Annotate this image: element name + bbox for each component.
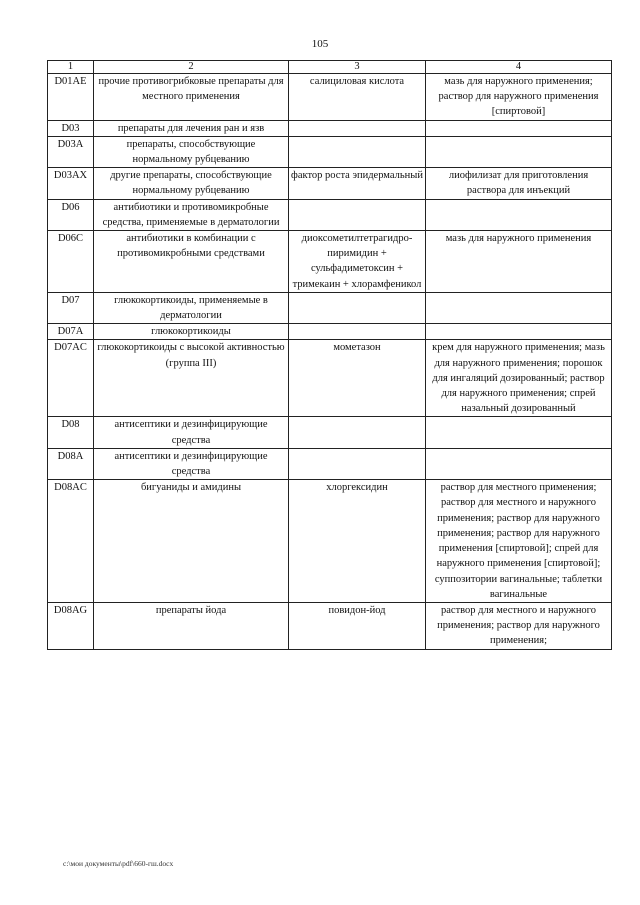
dosage-form-cell: раствор для местного и наружного применения; раствор для наружного применения;	[426, 602, 612, 649]
group-name-cell: препараты для лечения ран и язв	[94, 120, 289, 136]
atc-code-cell: D03A	[48, 136, 94, 167]
table-row	[48, 602, 612, 649]
table-row	[48, 340, 612, 417]
dosage-form-cell	[426, 448, 612, 479]
table-row	[48, 480, 612, 603]
column-header: 1	[48, 61, 94, 74]
table-row	[48, 199, 612, 230]
table-row	[48, 292, 612, 323]
atc-code-cell: D03AX	[48, 168, 94, 199]
atc-code-cell: D07AC	[48, 340, 94, 417]
group-name-cell: препараты, способствующие нормальному рубцеванию	[94, 136, 289, 167]
drug-name-cell	[289, 120, 426, 136]
group-name-cell: антибиотики и противомикробные средства, применяемые в дерматологии	[94, 199, 289, 230]
dosage-form-cell: крем для наружного применения; мазь для наружного применения; порошок для ингаляций дозированный; раствор для наружного применения; спрей назальный дозированный	[426, 340, 612, 417]
file-path-footer: c:\мои документы\pdf\660-гш.docx	[63, 859, 174, 868]
group-name-cell: прочие противогрибковые препараты для местного применения	[94, 74, 289, 121]
table-row	[48, 168, 612, 199]
group-name-cell: антисептики и дезинфицирующие средства	[94, 417, 289, 448]
drug-name-cell: фактор роста эпидермальный	[289, 168, 426, 199]
atc-code-cell: D01AE	[48, 74, 94, 121]
dosage-form-cell	[426, 136, 612, 167]
column-header: 2	[94, 61, 289, 74]
dosage-form-cell: мазь для наружного применения	[426, 231, 612, 293]
table-row	[48, 120, 612, 136]
atc-code-cell: D08AC	[48, 480, 94, 603]
group-name-cell: глюкокортикоиды с высокой активностью (группа III)	[94, 340, 289, 417]
page-number: 105	[311, 38, 329, 50]
table-body	[48, 74, 612, 650]
atc-code-cell: D06	[48, 199, 94, 230]
drug-name-cell: повидон-йод	[289, 602, 426, 649]
table-row	[48, 136, 612, 167]
atc-code-cell: D06C	[48, 231, 94, 293]
drug-name-cell	[289, 199, 426, 230]
group-name-cell: глюкокортикоиды, применяемые в дерматологии	[94, 292, 289, 323]
drug-name-cell	[289, 324, 426, 340]
table-row	[48, 417, 612, 448]
drug-name-cell: диоксометилтетрагидро- пиримидин + сульфадиметоксин + тримекаин + хлорамфеникол	[289, 231, 426, 293]
group-name-cell: антисептики и дезинфицирующие средства	[94, 448, 289, 479]
table-row	[48, 448, 612, 479]
drug-name-cell	[289, 136, 426, 167]
group-name-cell: антибиотики в комбинации с противомикробными средствами	[94, 231, 289, 293]
dosage-form-cell: лиофилизат для приготовления раствора для инъекций	[426, 168, 612, 199]
drug-name-cell: салициловая кислота	[289, 74, 426, 121]
column-header: 4	[426, 61, 612, 74]
dosage-form-cell	[426, 120, 612, 136]
dosage-form-cell	[426, 199, 612, 230]
group-name-cell: бигуаниды и амидины	[94, 480, 289, 603]
drug-name-cell: хлоргексидин	[289, 480, 426, 603]
atc-code-cell: D03	[48, 120, 94, 136]
drug-name-cell	[289, 417, 426, 448]
drug-table	[47, 60, 612, 650]
atc-code-cell: D08AG	[48, 602, 94, 649]
dosage-form-cell: мазь для наружного применения; раствор для наружного применения [спиртовой]	[426, 74, 612, 121]
drug-name-cell: мометазон	[289, 340, 426, 417]
table-row	[48, 231, 612, 293]
atc-code-cell: D07A	[48, 324, 94, 340]
drug-name-cell	[289, 448, 426, 479]
column-header: 3	[289, 61, 426, 74]
dosage-form-cell	[426, 324, 612, 340]
drug-name-cell	[289, 292, 426, 323]
dosage-form-cell	[426, 417, 612, 448]
table-row	[48, 74, 612, 121]
dosage-form-cell: раствор для местного применения; раствор для местного и наружного применения; раствор для наружного применения; раствор для наружного применения [спиртовой]; спрей для наружного применения [спиртовой]; суппозитории вагинальные; таблетки вагинальные	[426, 480, 612, 603]
group-name-cell: глюкокортикоиды	[94, 324, 289, 340]
atc-code-cell: D08A	[48, 448, 94, 479]
group-name-cell: препараты йода	[94, 602, 289, 649]
atc-code-cell: D07	[48, 292, 94, 323]
group-name-cell: другие препараты, способствующие нормальному рубцеванию	[94, 168, 289, 199]
atc-code-cell: D08	[48, 417, 94, 448]
table-header-row	[48, 61, 612, 74]
dosage-form-cell	[426, 292, 612, 323]
table-row	[48, 324, 612, 340]
